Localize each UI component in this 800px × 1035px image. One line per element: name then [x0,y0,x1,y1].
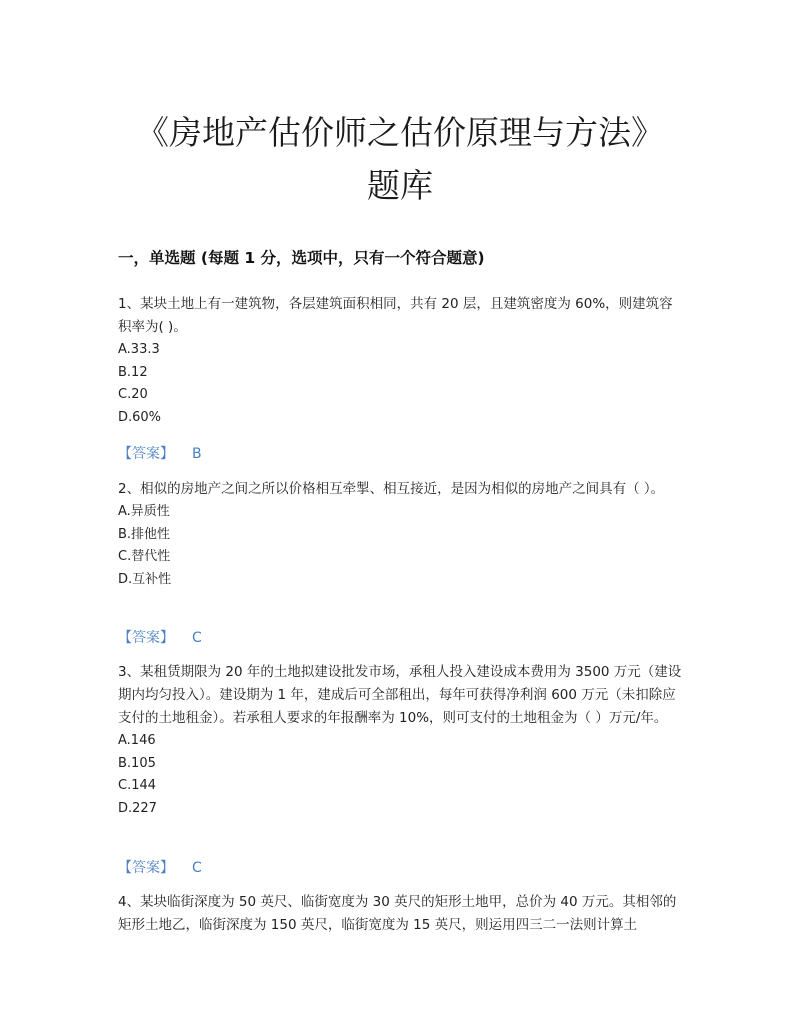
answer-value: C [192,630,202,646]
option-a: A.33.3 [118,342,160,357]
answer-label: 【答案】 [118,446,174,462]
option-d: D.互补性 [118,571,172,587]
question-3 [118,661,683,820]
option-b: B.12 [118,364,148,380]
option-b: B.105 [118,755,156,771]
document-title-line-2: 题库 [367,166,433,205]
answer-value: C [192,860,202,876]
question-stem: 1、某块土地上有一建筑物，各层建筑面积相同，共有 20 层，且建筑密度为 60%，则建筑容积率为( )。 [118,296,673,335]
option-a: A.异质性 [118,504,170,519]
option-c: C.144 [118,778,157,793]
document-title-line-1: 《房地产估价师之估价原理与方法》 [136,113,664,152]
option-c: C.20 [118,387,148,402]
question-4 [118,891,683,937]
answer-1 [118,443,202,463]
answer-value: B [192,446,202,462]
question-stem: 2、相似的房地产之间之所以价格相互牵掣、相互接近，是因为相似的房地产之间具有（ ）。 [118,481,665,497]
option-d: D.60% [118,409,162,425]
option-b: B.排他性 [118,526,171,542]
option-c: C.替代性 [118,549,171,564]
question-stem: 4、某块临街深度为 50 英尺、临街宽度为 30 英尺的矩形土地甲，总价为 40 万元。其相邻的矩形土地乙，临街深度为 150 英尺，临街宽度为 15 英尺，则运用四三二一法则计算土 [118,894,677,933]
question-stem: 3、某租赁期限为 20 年的土地拟建设批发市场，承租人投入建设成本费用为 3500 万元（建设期内均匀投入）。建设期为 1 年，建成后可全部租出，每年可获得净利润 600 万元（未扣除应支付的土地租金）。若承租人要求的年报酬率为 10%，则可支付的土地租金为（ ）万元/年。 [118,664,682,726]
section-heading: 一，单选题 (每题 1 分，选项中，只有一个符合题意) [118,249,485,267]
question-2 [118,478,683,591]
answer-label: 【答案】 [118,630,174,646]
option-a: A.146 [118,733,156,748]
question-1 [118,293,683,429]
answer-2 [118,627,202,647]
answer-3 [118,857,202,877]
answer-label: 【答案】 [118,860,174,876]
option-d: D.227 [118,800,157,816]
